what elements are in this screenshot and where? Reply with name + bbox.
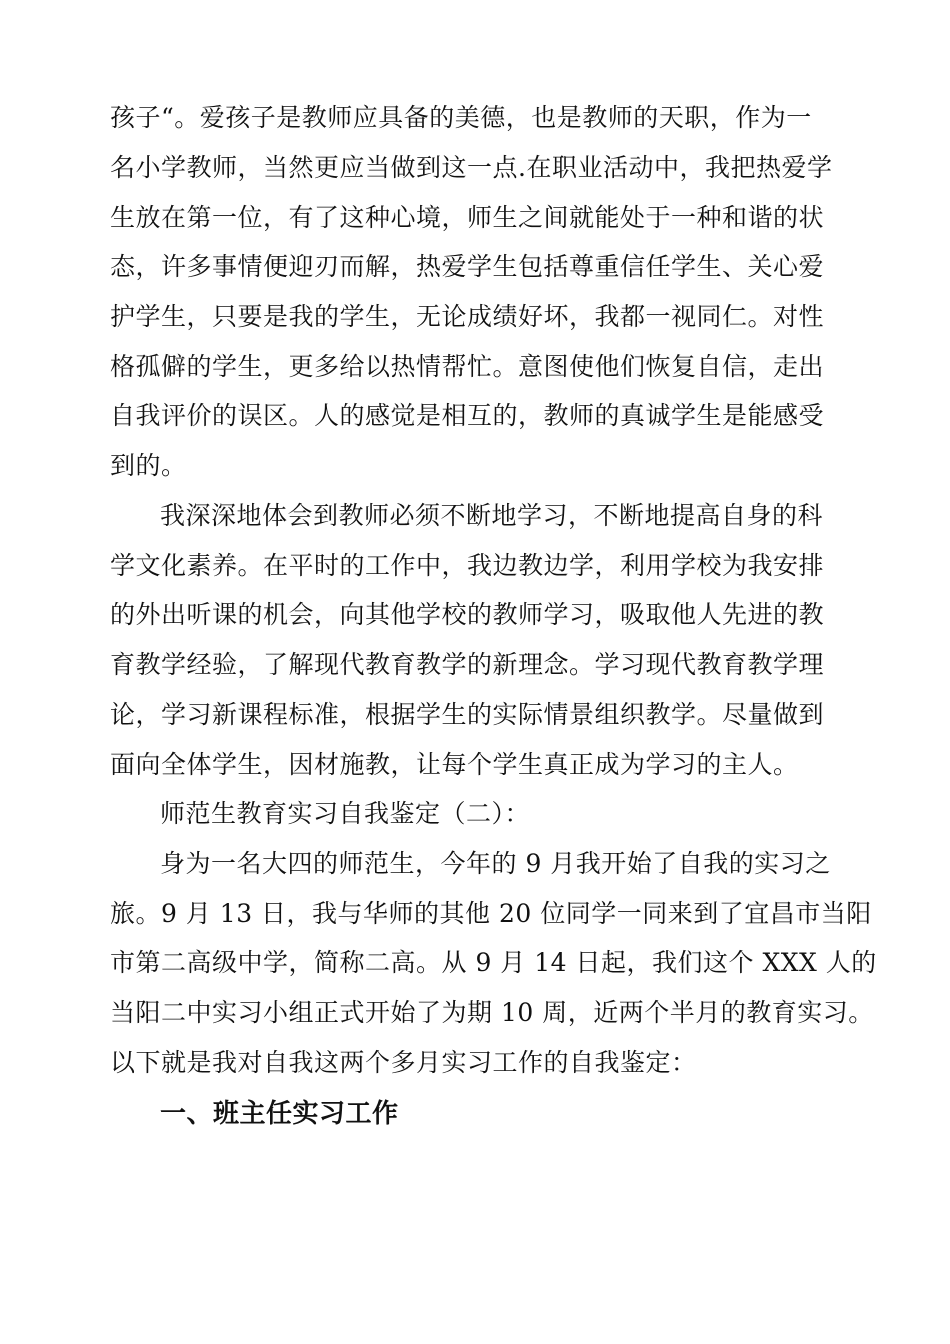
paragraph-1-line-6: 格孤僻的学生，更多给以热情帮忙。意图使他们恢复自信，走出 [110, 352, 825, 381]
paragraph-3-line-4: 当阳二中实习小组正式开始了为期 10 周，近两个半月的教育实习。 [110, 998, 874, 1027]
paragraph-1-line-2: 名小学教师，当然更应当做到这一点.在职业活动中，我把热爱学 [110, 153, 833, 182]
paragraph-1-line-3: 生放在第一位，有了这种心境，师生之间就能处于一种和谐的状 [110, 203, 825, 232]
paragraph-2-line-4: 育教学经验，了解现代教育教学的新理念。学习现代教育教学理 [110, 650, 825, 679]
paragraph-2-line-2: 学文化素养。在平时的工作中，我边教边学，利用学校为我安排 [110, 551, 825, 580]
paragraph-3-line-5: 以下就是我对自我这两个多月实习工作的自我鉴定： [110, 1048, 697, 1077]
section-title: 师范生教育实习自我鉴定（二）： [160, 799, 531, 828]
paragraph-2-line-3: 的外出听课的机会，向其他学校的教师学习，吸取他人先进的教 [110, 600, 825, 629]
paragraph-1-line-1: 孩子“。爱孩子是教师应具备的美德，也是教师的天职，作为一 [110, 103, 812, 132]
paragraph-1-line-4: 态，许多事情便迎刃而解，热爱学生包括尊重信任学生、关心爱 [110, 252, 825, 281]
paragraph-3-line-1: 身为一名大四的师范生，今年的 9 月我开始了自我的实习之 [160, 849, 831, 878]
paragraph-2-line-6: 面向全体学生，因材施教，让每个学生真正成为学习的主人。 [110, 750, 799, 779]
paragraph-2-line-5: 论，学习新课程标准，根据学生的实际情景组织教学。尽量做到 [110, 700, 825, 729]
heading-class-teacher-internship: 一、班主任实习工作 [160, 1099, 399, 1129]
paragraph-1-line-8: 到的。 [110, 451, 187, 480]
paragraph-3-line-2: 旅。9 月 13 日，我与华师的其他 20 位同学一同来到了宜昌市当阳 [110, 899, 872, 928]
paragraph-2-line-1: 我深深地体会到教师必须不断地学习，不断地提高自身的科 [160, 501, 824, 530]
paragraph-1-line-5: 护学生，只要是我的学生，无论成绩好坏，我都一视同仁。对性 [110, 302, 825, 331]
paragraph-3-line-3: 市第二高级中学，简称二高。从 9 月 14 日起，我们这个 XXX 人的 [110, 948, 877, 977]
paragraph-1-line-7: 自我评价的误区。人的感觉是相互的，教师的真诚学生是能感受 [110, 401, 825, 430]
